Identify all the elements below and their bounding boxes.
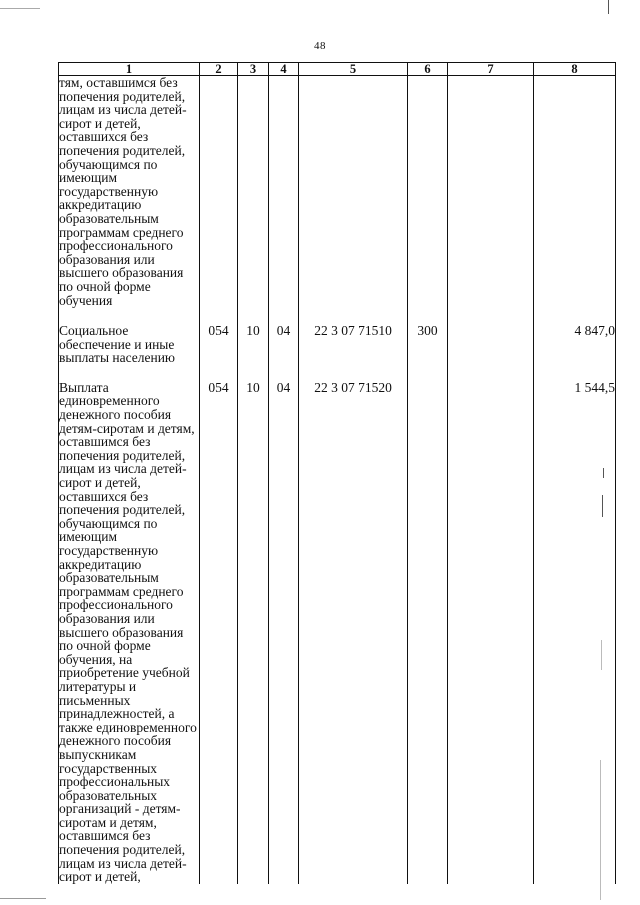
table-row: [59, 307, 616, 381]
row-description: Социальное обеспечение и иные выплаты населению: [59, 307, 200, 381]
row-amount: 1 544,5: [534, 381, 616, 884]
row-col7: [448, 307, 534, 381]
scan-mark: [600, 760, 601, 900]
row-subsection-code: 04: [269, 307, 299, 381]
row-target-article: 22 3 07 71520: [299, 381, 408, 884]
row-target-article: [299, 76, 408, 308]
column-header: 4: [269, 63, 299, 76]
row-subsection-code: [269, 76, 299, 308]
row-ministry-code: 054: [200, 307, 238, 381]
row-col7: [448, 76, 534, 308]
row-section-code: [238, 76, 269, 308]
scan-mark: [0, 898, 46, 899]
scan-mark: [602, 495, 603, 517]
column-header: 6: [408, 63, 448, 76]
budget-table: [58, 62, 616, 884]
table-row: [59, 381, 616, 884]
row-amount: [534, 76, 616, 308]
table-row: [59, 76, 616, 308]
row-expense-type: [408, 381, 448, 884]
column-header: 1: [59, 63, 200, 76]
table-header: [59, 63, 616, 76]
row-subsection-code: 04: [269, 381, 299, 884]
row-expense-type: [408, 76, 448, 308]
column-header: 3: [238, 63, 269, 76]
row-ministry-code: [200, 76, 238, 308]
row-amount: 4 847,0: [534, 307, 616, 381]
scan-mark: [601, 640, 602, 670]
column-header: 8: [534, 63, 616, 76]
row-expense-type: 300: [408, 307, 448, 381]
scan-mark: [0, 8, 40, 9]
row-description: тям, оставшимся без попечения родителей, лицам из числа детей-сирот и детей, оставшихся без попечения родителей, обучающимся по имеющим государственную аккредитацию образовательным программам среднего профессионального образования или высшего образования по очной форме обучения: [59, 76, 200, 308]
scan-mark: [603, 468, 604, 478]
row-ministry-code: 054: [200, 381, 238, 884]
column-header: 5: [299, 63, 408, 76]
scan-mark: [608, 0, 609, 14]
row-target-article: 22 3 07 71510: [299, 307, 408, 381]
row-section-code: 10: [238, 307, 269, 381]
column-header: 7: [448, 63, 534, 76]
page-number: 48: [314, 40, 326, 52]
row-description: Выплата единовременного денежного пособия детям-сиротам и детям, оставшимся без попечения родителей, лицам из числа детей-сирот и детей, оставшихся без попечения родителей, обучающимся по имеющим государственную аккредитацию образовательным программам среднего профессионального образования или высшего образования по очной форме обучения, на приобретение учебной литературы и письменных принадлежностей, а также единовременного денежного пособия выпускникам государственных профессиональных образовательных организаций - детям-сиротам и детям, оставшимся без попечения родителей, лицам из числа детей-сирот и детей,: [59, 381, 200, 884]
column-header: 2: [200, 63, 238, 76]
row-col7: [448, 381, 534, 884]
row-section-code: 10: [238, 381, 269, 884]
